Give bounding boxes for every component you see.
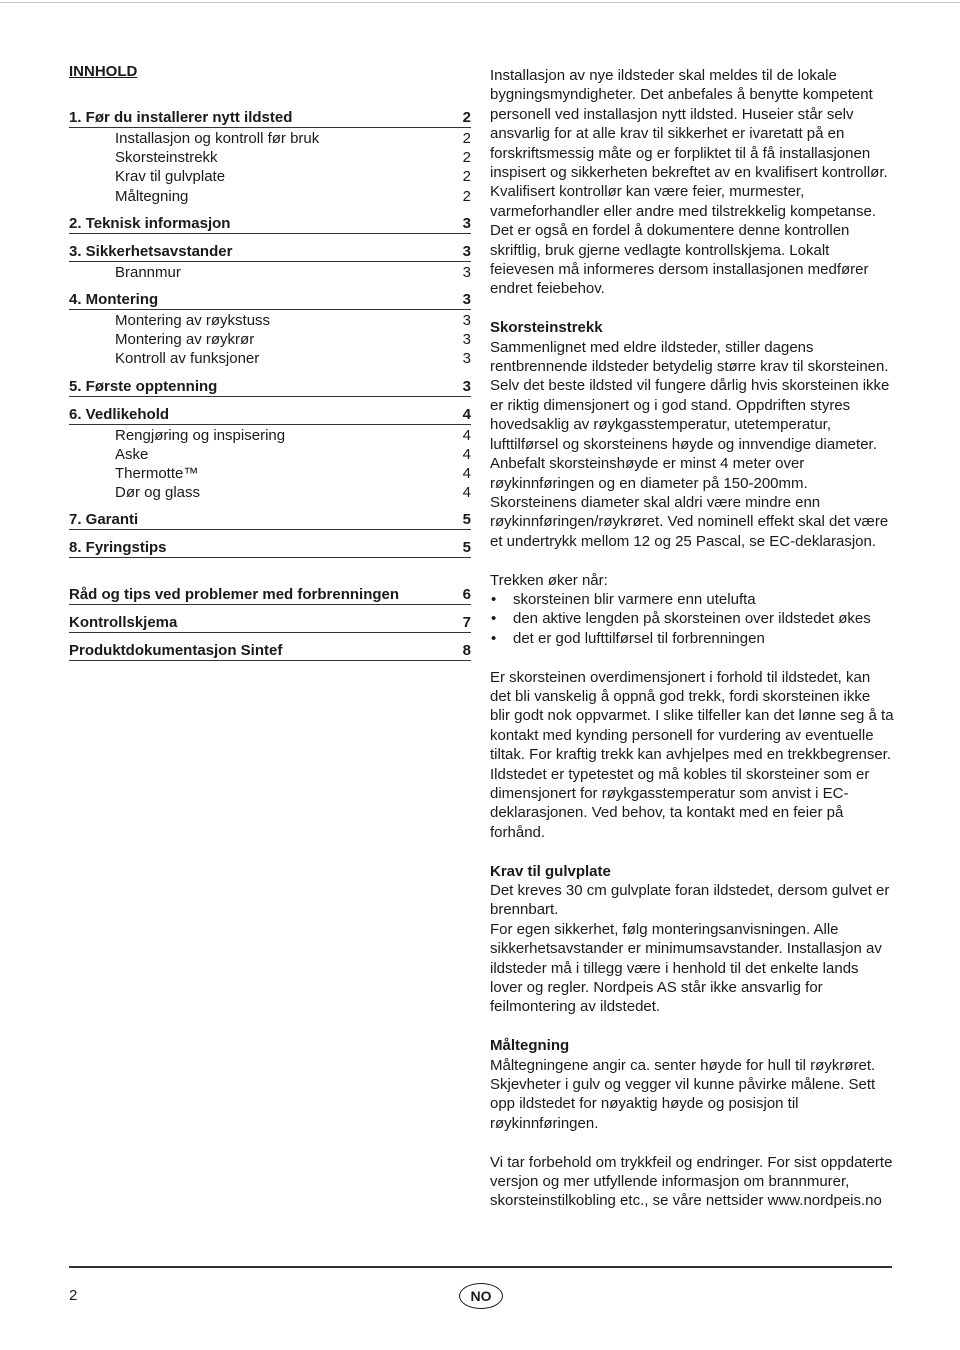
toc-entry-page: 8: [462, 642, 471, 660]
toc-entry-page: 4: [462, 426, 471, 444]
toc-extra-sections: [69, 586, 471, 661]
top-rule: [0, 2, 960, 3]
toc-entry-label: Skorsteinstrekk: [115, 149, 218, 167]
toc-entry-label: Installasjon og kontroll før bruk: [115, 130, 320, 147]
toc-entry-page: 4: [462, 405, 471, 423]
page-number: 2: [69, 1287, 78, 1304]
toc-heading-row: [69, 291, 471, 310]
toc-section: [69, 109, 471, 206]
drawing-section: [490, 1036, 894, 1133]
toc-section: [69, 406, 471, 503]
toc-section: [69, 614, 471, 633]
list-item: • den aktive lengden på skorsteinen over ildstedet økes: [490, 609, 894, 628]
toc-entry-label: 3. Sikkerhetsavstander: [69, 242, 233, 260]
toc-entry-label: Montering av røykstuss: [115, 311, 271, 329]
draft-bullet-list: [490, 590, 894, 648]
toc-entry-label: 5. Første opptenning: [69, 377, 218, 395]
toc-heading-row: [69, 642, 471, 661]
draft-section: [490, 318, 894, 551]
toc-sub-row: [69, 167, 471, 186]
toc-entry-label: 8. Fyringstips: [69, 539, 167, 557]
toc-section: [69, 586, 471, 605]
footer-rule: [69, 1266, 892, 1268]
toc-sub-row: [69, 129, 471, 148]
toc-entry-label: Kontrollskjema: [69, 614, 178, 632]
toc-sub-row: [69, 483, 471, 502]
toc-entry-page: 3: [462, 263, 471, 281]
toc-entry-page: 3: [462, 290, 471, 308]
toc-entry-label: 6. Vedlikehold: [69, 405, 170, 423]
toc-entry-label: 1. Før du installerer nytt ildsted: [69, 109, 293, 126]
toc-entry-page: 3: [462, 350, 471, 368]
toc-entry-page: 3: [462, 331, 471, 349]
toc-entry-page: 7: [462, 614, 471, 632]
toc-section: [69, 378, 471, 397]
toc-sub-row: [69, 148, 471, 167]
toc-section: [69, 243, 471, 282]
toc-entry-page: 2: [462, 168, 471, 186]
toc-entry-page: 2: [462, 149, 471, 167]
toc-heading-row: [69, 614, 471, 633]
toc-entry-label: 4. Montering: [69, 290, 159, 308]
toc-entry-page: 3: [462, 214, 471, 232]
toc-heading-row: [69, 539, 471, 558]
toc-title: INNHOLD: [69, 63, 138, 80]
toc-entry-label: 7. Garanti: [69, 511, 139, 529]
toc-heading-row: [69, 378, 471, 397]
toc-sub-row: [69, 187, 471, 206]
drawing-text: Måltegningene angir ca. senter høyde for hull til røykrøret. Skjevheter i gulv og vegger vil kunne påvirke målene. Sett opp ildstedet for nøyaktig høyde og posisjon til røykinnføringen.: [490, 1056, 876, 1132]
toc-sub-row: [69, 330, 471, 349]
toc-entry-label: Aske: [115, 445, 149, 463]
toc-sub-row: [69, 464, 471, 483]
toc-entry-page: 3: [462, 311, 471, 329]
toc-heading-row: [69, 215, 471, 234]
toc-entry-label: Rengjøring og inspisering: [115, 426, 286, 444]
toc-entry-page: 5: [462, 539, 471, 557]
toc-entry-page: 2: [462, 187, 471, 205]
toc-heading-row: [69, 511, 471, 530]
toc-entry-label: Krav til gulvplate: [115, 168, 226, 186]
toc-entry-page: 2: [462, 109, 471, 126]
toc-entry-label: Montering av røykrør: [115, 331, 255, 349]
toc-entry-page: 3: [462, 242, 471, 260]
drawing-heading: Måltegning: [490, 1037, 570, 1055]
toc-sections: [69, 109, 471, 558]
toc-entry-page: 3: [462, 377, 471, 395]
toc-sub-row: [69, 426, 471, 445]
disclaimer-paragraph: Vi tar forbehold om trykkfeil og endringer. For sist oppdaterte versjon og mer utfyllende informasjon om brannmurer, skorsteinstilkobling etc., se våre nettsider www.nordpeis.no: [490, 1153, 893, 1210]
toc-heading-row: [69, 406, 471, 425]
toc-heading-row: [69, 586, 471, 605]
language-badge: NO: [459, 1283, 503, 1309]
list-item: • skorsteinen blir varmere enn utelufta: [490, 590, 894, 609]
toc-sub-row: [69, 349, 471, 368]
intro-paragraph: Installasjon av nye ildsteder skal meldes til de lokale bygningsmyndigheter. Det anbefales å benytte kompetent personell ved installasjon nytt ildsted. Huseier står selv ansvarlig for at alle krav til sikkerhet er ivaretatt på en forskriftsmessig måte og er forpliktet til å få installasjonen inspisert og sikkerheten bekreftet av en kvalifisert kontrollør. Kvalifisert kontrollør kan være feier, murmester, varmeforhandler eller andre med tilstrekkelig kompetanse. Det er også en fordel å dokumentere denne kontrollen skriftlig, bruk gjerne vedlagte kontrollskjema. Lokalt feievesen må informeres dersom installasjonen medfører endret feiebehov.: [490, 67, 888, 298]
list-item: • det er god lufttilførsel til forbrenningen: [490, 629, 894, 648]
toc-entry-label: Dør og glass: [115, 484, 201, 502]
floor-text-1: Det kreves 30 cm gulvplate foran ildstedet, dersom gulvet er brennbart.: [490, 882, 890, 919]
toc-entry-label: Måltegning: [115, 187, 189, 205]
draft-text: Sammenlignet med eldre ildsteder, stiller dagens rentbrennende ildsteder betydelig større krav til skorsteinen. Selv det beste ildsted vil fungere dårlig hvis skorsteinen ikke er riktig dimensjonert og i god stand. Oppdriften styres hovedsaklig av røykgasstemperatur, utetemperatur, lufttilførsel og skorsteinens høyde og innvendige diameter. Anbefalt skorsteinshøyde er minst 4 meter over røykinnføringen og en diameter på 150-200mm. Skorsteinens diameter skal aldri være mindre enn røykinnføringen/røykrøret. Ved nominell effekt skal det være et undertrykk mellom 12 og 25 Pascal, se EC-deklarasjon.: [490, 338, 890, 550]
floor-text-2: For egen sikkerhet, følg monteringsanvisningen. Alle sikkerhetsavstander er minimumsavstander. Installasjon av ildsteder må i tillegg være i henhold til det enkelte lands lover og regler. Nordpeis AS står ikke ansvarlig for feilmontering av ildstedet.: [490, 920, 882, 1016]
toc-sub-row: [69, 263, 471, 282]
toc-entry-label: Thermotte™: [115, 464, 199, 482]
toc-heading-row: [69, 243, 471, 262]
toc-entry-label: Produktdokumentasjon Sintef: [69, 642, 283, 660]
toc-section: [69, 291, 471, 369]
toc-entry-page: 4: [462, 464, 471, 482]
toc-section: [69, 539, 471, 558]
toc-entry-label: Kontroll av funksjoner: [115, 350, 260, 368]
toc-heading-row: [69, 109, 471, 128]
toc-entry-page: 2: [462, 130, 471, 147]
toc-entry-label: Brannmur: [115, 263, 181, 281]
toc-section: [69, 511, 471, 530]
draft-heading: Skorsteinstrekk: [490, 319, 603, 337]
toc-sub-row: [69, 445, 471, 464]
toc-entry-label: Råd og tips ved problemer med forbrenningen: [69, 586, 400, 604]
toc-entry-page: 4: [462, 484, 471, 502]
oversize-paragraph: Er skorsteinen overdimensjonert i forhold til ildstedet, kan det bli vanskelig å oppnå god trekk, fordi skorsteinen ikke blir godt nok oppvarmet. I slike tilfeller kan det lønne seg å ta kontakt med kynding personell for vurdering av eventuelle tiltak. For kraftig trekk kan avhjelpes med en trekkbegrenser. Ildstedet er typetestet og må kobles til skorsteiner som er dimensjonert for røykgasstemperatur som anvist i EC-deklarasjonen. Ved behov, ta kontakt med en feier på forhånd.: [490, 668, 894, 841]
table-of-contents: [69, 62, 471, 670]
toc-entry-page: 4: [462, 445, 471, 463]
toc-entry-page: 6: [462, 586, 471, 604]
toc-entry-page: 5: [462, 511, 471, 529]
toc-sub-row: [69, 311, 471, 330]
toc-entry-label: 2. Teknisk informasjon: [69, 214, 231, 232]
draft-list-intro: Trekken øker når:: [490, 571, 608, 589]
toc-section: [69, 215, 471, 234]
floor-heading: Krav til gulvplate: [490, 862, 611, 880]
main-content: [490, 66, 894, 1230]
toc-section: [69, 642, 471, 661]
floor-section: [490, 862, 894, 1017]
